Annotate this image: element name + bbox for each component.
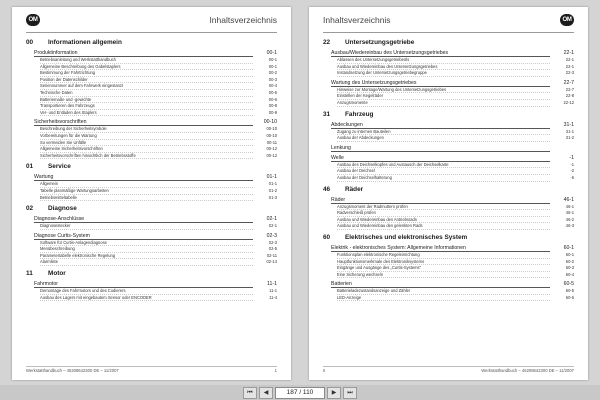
entry-page: 11-4	[269, 294, 277, 300]
entry-page: 00-2	[268, 70, 277, 76]
entry-page: -2	[570, 168, 574, 174]
chapter-heading	[26, 38, 277, 47]
subheading-page: 22-7	[563, 79, 574, 86]
entry-page: 01-2	[268, 187, 277, 193]
entry-label: Ausbau und Wiedereinbau des Antriebsrads	[337, 217, 550, 224]
entry-page: 00-10	[266, 126, 277, 132]
entry-page: 00-10	[266, 132, 277, 138]
entry-page: 22-12	[563, 99, 574, 105]
subheading-page: 22-1	[563, 50, 574, 56]
toc-content	[26, 38, 277, 364]
toc-entry[interactable]	[337, 64, 574, 71]
toc-entry[interactable]	[40, 259, 277, 266]
chapter-title: Service	[48, 163, 71, 171]
toc-entry[interactable]	[40, 126, 277, 133]
subheading-page: 02-3	[266, 232, 277, 239]
entry-label: Parametertabelle elektronische Regelung	[40, 253, 253, 260]
entry-label: Batterieladezustandsanzeige und Zähler	[337, 288, 550, 295]
entry-label: Transportieren des Fahrzeugs	[40, 103, 253, 110]
entry-label: Ausbau des Deichselkopfes und Austausch der Deichselkarte	[337, 162, 550, 169]
entry-label: Diagnosestecker	[40, 223, 253, 230]
toc-entry[interactable]	[40, 70, 277, 77]
chapter-number: 02	[26, 205, 34, 213]
toc-entry[interactable]	[40, 83, 277, 90]
toc-entry[interactable]	[40, 140, 277, 147]
toc-entry[interactable]	[337, 217, 574, 224]
toc-entry[interactable]	[40, 90, 277, 97]
next-page-icon[interactable]: ▶	[327, 387, 341, 399]
subheading-page	[554, 144, 574, 152]
entry-page: 02-11	[266, 252, 277, 258]
entry-label: Ausbau und Wiedereinbau des gelenkten Rads	[337, 223, 550, 230]
toc-entry[interactable]	[40, 57, 277, 64]
subheading-label: Diagnose-Anschlüsse	[34, 215, 253, 223]
toc-entry[interactable]	[337, 295, 574, 302]
subheading-page: 60-5	[563, 281, 574, 288]
entry-page: 60-6	[565, 294, 574, 300]
entry-label: Allgemeine Beschreibung des Gabelstaplers	[40, 64, 253, 71]
entry-page: 00-3	[268, 76, 277, 82]
last-page-icon[interactable]: ⏭	[343, 387, 357, 399]
page-header	[26, 12, 277, 33]
chapter-heading	[323, 185, 574, 194]
entry-label: Betriebsmitteltabelle	[40, 195, 253, 202]
entry-page: 00-12	[266, 152, 277, 158]
subheading-page: 60-1	[563, 244, 574, 251]
entry-page: -6	[570, 174, 574, 180]
subheading-label: Fahrmotor	[34, 280, 253, 288]
entry-label: Ausbau der Deichsel	[337, 168, 550, 175]
entry-label: Hinweise zur Montage/Wartung des Untersetzungsgetriebes	[337, 87, 550, 94]
toc-subheading[interactable]	[331, 49, 574, 57]
chapter-title: Räder	[345, 185, 364, 193]
toc-subheading[interactable]	[331, 154, 574, 162]
entry-page: 00-1	[268, 63, 277, 69]
chapter-heading	[323, 38, 574, 47]
entry-page: 00-5	[268, 89, 277, 95]
entry-label: Ausbau und Wiedereinbau des Untersetzungsgetriebes	[337, 64, 550, 71]
toc-entry[interactable]	[337, 175, 574, 182]
chapter-heading	[323, 110, 574, 119]
entry-label: Allgemeine Sicherheitsvorschriften	[40, 146, 253, 153]
entry-label: Ausbau der Abdeckungen	[337, 135, 550, 142]
entry-page: 22-3	[565, 70, 574, 76]
entry-page: 31-2	[565, 135, 574, 141]
page-header	[323, 12, 574, 33]
entry-label: Zugang zu internen Bauteilen	[337, 129, 550, 136]
toc-entry[interactable]	[337, 100, 574, 107]
chapter-title: Untersetzungsgetriebe	[345, 39, 415, 46]
entry-label: Ver- und Entladen des Staplers	[40, 110, 253, 117]
entry-label: Beschreibung der Sicherheitsymbole	[40, 126, 253, 133]
entry-page: 01-3	[268, 194, 277, 200]
toc-entry[interactable]	[40, 110, 277, 117]
toc-entry[interactable]	[337, 168, 574, 175]
subheading-label: Sicherheitsvorschriften	[34, 118, 253, 126]
entry-page: 00-8	[268, 103, 277, 109]
subheading-label: Wartung des Untersetzungsgetriebes	[331, 79, 550, 87]
toc-entry[interactable]	[40, 77, 277, 84]
toc-subheading[interactable]	[34, 49, 277, 57]
subheading-page: -1	[569, 154, 574, 161]
entry-page: 00-12	[266, 146, 277, 152]
entry-page: -1	[570, 161, 574, 167]
entry-page: 22-7	[565, 86, 574, 92]
entry-label: Radverschleiß prüfen	[337, 210, 550, 217]
entry-page: 00-11	[266, 139, 277, 145]
chapter-number: 01	[26, 163, 34, 171]
toc-entry[interactable]	[40, 295, 277, 302]
toc-entry[interactable]	[40, 253, 277, 260]
chapter-title: Diagnose	[48, 205, 77, 213]
chapter-number: 31	[323, 110, 331, 118]
page-footer	[26, 366, 277, 375]
chapter-number: 22	[323, 39, 331, 46]
toc-subheading[interactable]	[331, 121, 574, 129]
header-title: Inhaltsverzeichnis	[209, 15, 277, 25]
entry-page: 46-2	[565, 216, 574, 222]
entry-label: Ausbau der Deichselhalterung	[337, 175, 550, 182]
brand-logo: OM	[560, 14, 574, 26]
subheading-label: Produktinformation	[34, 49, 253, 57]
entry-page: 02-14	[266, 259, 277, 265]
entry-label: Eine Sicherung wechseln	[337, 272, 550, 279]
entry-label: Seriennummer auf dem Fahrwerk eingestanzt	[40, 83, 253, 90]
viewer-toolbar	[0, 385, 600, 400]
toc-entry[interactable]	[40, 240, 277, 247]
entry-page: 00-1	[268, 57, 277, 62]
subheading-page: 01-1	[266, 174, 277, 181]
subheading-page: 00-1	[266, 50, 277, 56]
entry-page: 60-1	[565, 251, 574, 257]
entry-page: 00-6	[268, 96, 277, 102]
entry-page: 60-2	[565, 258, 574, 264]
entry-page: 02-5	[268, 246, 277, 252]
chapter-title: Fahrzeug	[345, 110, 374, 118]
subheading-label: Elektrik - elektronisches System: Allgemeine Informationen	[331, 244, 550, 252]
toc-content	[323, 38, 574, 364]
entry-label: Einstellen der Kegelräder	[337, 93, 550, 100]
entry-label: So vermeiden Sie Unfälle	[40, 140, 253, 147]
previous-page-icon[interactable]: ◀	[259, 387, 273, 399]
entry-label: Ausbau des Lagers mit eingebautem Sensor oder ENCODER	[40, 295, 253, 302]
toc-entry[interactable]	[337, 57, 574, 64]
entry-page: 11-1	[269, 288, 277, 294]
chapter-heading	[26, 269, 277, 278]
entry-label: Tabelle planmäßige Wartungsarbeiten	[40, 188, 253, 195]
toc-subheading[interactable]	[331, 244, 574, 252]
toc-subheading[interactable]	[34, 232, 277, 240]
entry-page: 31-1	[565, 128, 574, 134]
toc-subheading[interactable]	[331, 196, 574, 204]
toc-entry[interactable]	[40, 153, 277, 160]
entry-label: Eingänge und Ausgänge des „Curtis-Systems"	[337, 265, 550, 272]
toc-entry[interactable]	[337, 265, 574, 272]
toc-entry[interactable]	[337, 129, 574, 136]
toc-entry[interactable]	[40, 195, 277, 202]
toc-subheading[interactable]	[331, 79, 574, 87]
chapter-title: Elektrisches und elektronisches System	[345, 233, 468, 241]
subheading-page: 31-1	[563, 121, 574, 128]
entry-label: Funktionsplan elektronische Regeleinrichtung	[337, 252, 550, 259]
chapter-heading	[323, 233, 574, 242]
subheading-label: Ausbau/Wiedereinbau des Untersetzungsgetriebes	[331, 49, 550, 57]
first-page-icon[interactable]: ⏮	[243, 387, 257, 399]
toc-entry[interactable]	[337, 204, 574, 211]
chapter-number: 46	[323, 185, 331, 193]
toc-entry[interactable]	[40, 223, 277, 230]
toc-entry[interactable]	[337, 259, 574, 266]
toc-entry[interactable]	[337, 223, 574, 230]
entry-label: Software für Curtis-Anlagendiagnose	[40, 240, 253, 247]
subheading-page: 46-1	[563, 196, 574, 203]
toc-subheading[interactable]	[34, 280, 277, 288]
toc-entry[interactable]	[40, 103, 277, 110]
subheading-page: 02-1	[266, 216, 277, 223]
entry-page: 46-3	[565, 223, 574, 229]
footer-document-id: Werkstatthandbuch – 45208642300 DE – 11/2007	[481, 368, 574, 373]
entry-label: LED-Anzeige	[337, 295, 550, 302]
toc-entry[interactable]	[40, 97, 277, 104]
toc-entry[interactable]	[337, 252, 574, 259]
toc-subheading[interactable]	[331, 144, 574, 152]
entry-label: Hauptfunktionsmerkmale des Elektroniksystems	[337, 259, 550, 266]
footer-page-number: II	[323, 368, 326, 373]
page-number-input[interactable]: 187 / 110	[275, 387, 325, 399]
entry-page: 22-1	[565, 63, 574, 69]
entry-page: 01-1	[268, 181, 277, 187]
entry-page: 60-4	[565, 271, 574, 277]
subheading-label: Räder	[331, 196, 550, 204]
entry-label: Demontage des Fahrmotors und des Codierers	[40, 288, 253, 295]
chapter-heading	[26, 204, 277, 213]
toc-entry[interactable]	[337, 162, 574, 169]
toc-entry[interactable]	[40, 146, 277, 153]
entry-page: 00-4	[268, 83, 277, 89]
chapter-title: Informationen allgemein	[48, 39, 122, 46]
toc-entry[interactable]	[337, 288, 574, 295]
subheading-label: Batterien	[331, 280, 550, 288]
entry-label: Bestimmung der Fahrtrichtung	[40, 70, 253, 77]
footer-page-number: 1	[274, 368, 277, 373]
entry-page: 02-3	[268, 239, 277, 245]
chapter-number: 60	[323, 233, 331, 241]
chapter-title: Motor	[48, 270, 66, 278]
toc-entry[interactable]	[40, 246, 277, 253]
toc-entry[interactable]	[337, 135, 574, 142]
toc-entry[interactable]	[337, 93, 574, 100]
toc-entry[interactable]	[337, 70, 574, 77]
toc-subheading[interactable]	[34, 215, 277, 223]
toc-entry[interactable]	[337, 272, 574, 279]
page-footer	[323, 366, 574, 375]
entry-label: Sicherheitsvorschriften hinsichtlich der Betriebsstoffe	[40, 153, 253, 160]
toc-entry[interactable]	[40, 133, 277, 140]
toc-subheading[interactable]	[34, 118, 277, 126]
entry-label: Batteriemaße und -gewichte	[40, 97, 253, 104]
toc-entry[interactable]	[337, 87, 574, 94]
header-title: Inhaltsverzeichnis	[323, 15, 391, 25]
entry-label: Instandsetzung der Untersetzungsgetriebegruppe	[337, 70, 550, 77]
footer-document-id: Werkstatthandbuch – 45208642300 DE – 11/2007	[26, 368, 119, 373]
subheading-label: Welle	[331, 154, 550, 162]
entry-page: 22-8	[565, 93, 574, 99]
entry-label: Position der Datenschilder	[40, 77, 253, 84]
chapter-number: 00	[26, 39, 34, 46]
chapter-number: 11	[26, 270, 33, 278]
subheading-label: Wartung	[34, 173, 253, 181]
entry-page: 60-5	[565, 288, 574, 294]
right-page	[309, 7, 588, 380]
entry-label: Alarmliste	[40, 259, 253, 266]
chapter-heading	[26, 162, 277, 171]
subheading-label: Lenkung	[331, 144, 550, 152]
entry-label: Allgemein	[40, 181, 253, 188]
entry-page: 00-9	[268, 109, 277, 115]
entry-label: Ablassen des Untersetzungsgetriebeöls	[337, 57, 550, 64]
toc-entry[interactable]	[337, 210, 574, 217]
toc-subheading[interactable]	[331, 280, 574, 288]
brand-logo: OM	[26, 14, 40, 26]
entry-label: Menübeschreibung	[40, 246, 253, 253]
entry-label: Anzugsmoment der Radmuttern prüfen	[337, 204, 550, 211]
toc-entry[interactable]	[40, 64, 277, 71]
subheading-label: Diagnose Curtis-System	[34, 232, 253, 240]
entry-label: Technische Daten	[40, 90, 253, 97]
entry-page: 46-1	[565, 210, 574, 216]
subheading-page: 00-10	[263, 119, 277, 126]
toc-entry[interactable]	[40, 288, 277, 295]
toc-entry[interactable]	[40, 188, 277, 195]
entry-page: 60-3	[565, 265, 574, 271]
entry-page: 22-1	[565, 57, 574, 62]
entry-label: Vorbereitungen für die Wartung	[40, 133, 253, 140]
entry-label: Betriebsanleitung und Werkstatthandbuch	[40, 57, 253, 64]
toc-subheading[interactable]	[34, 173, 277, 181]
toc-entry[interactable]	[40, 181, 277, 188]
subheading-label: Abdeckungen	[331, 121, 550, 129]
left-page	[12, 7, 291, 380]
subheading-page: 11-1	[267, 281, 277, 288]
entry-label: Anzugsmomente	[337, 100, 550, 107]
entry-page: 02-1	[268, 223, 277, 229]
entry-page: 46-1	[565, 203, 574, 209]
